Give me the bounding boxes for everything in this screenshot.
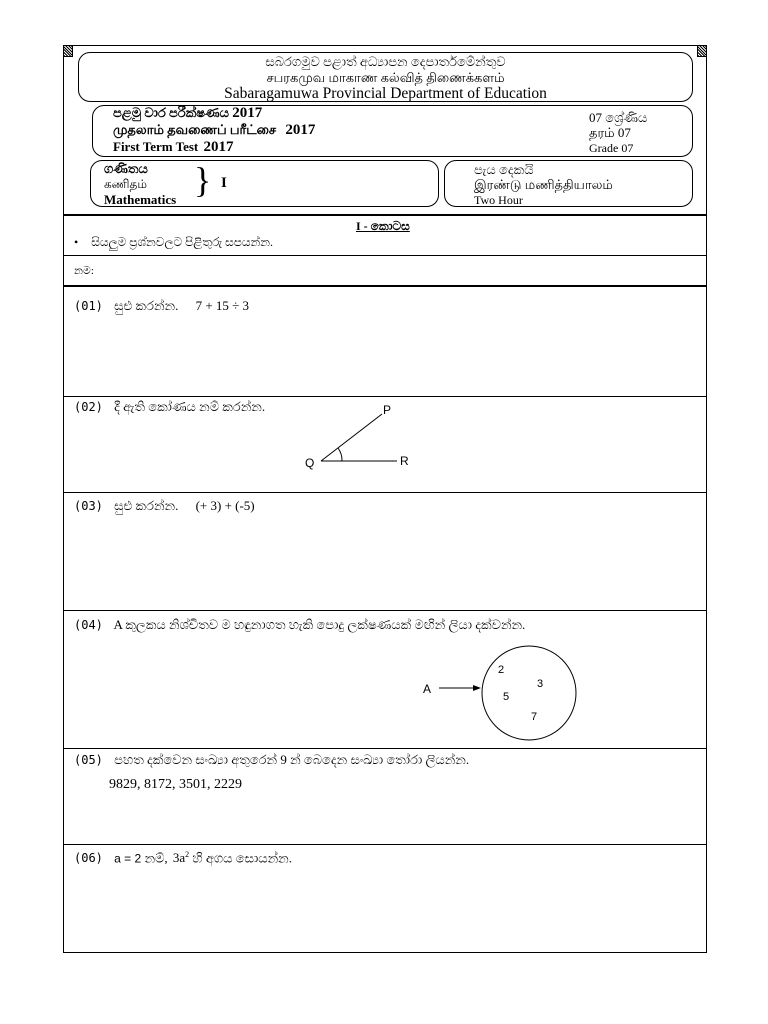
section-title: I - කොටස xyxy=(356,219,410,233)
set-element: 3 xyxy=(537,678,544,690)
duration-tamil: இரண்டு மணித்தியாலம் xyxy=(474,177,613,192)
question-1 xyxy=(74,298,249,314)
duration-box xyxy=(444,160,693,207)
divider xyxy=(64,396,706,397)
divider xyxy=(64,214,706,216)
question-text: සුළු කරන්න. xyxy=(114,498,179,513)
question-2 xyxy=(74,399,265,415)
set-element: 2 xyxy=(498,664,505,676)
exam-info-box xyxy=(92,105,693,157)
subject-english: Mathematics xyxy=(104,192,177,207)
duration-sinhala: පැය දෙකයි xyxy=(474,162,534,177)
point-r-label: R xyxy=(400,454,409,468)
divider xyxy=(64,748,706,749)
subject-brace: } xyxy=(194,160,212,200)
subject-tamil: கணிதம் xyxy=(104,177,147,191)
subject-sinhala: ගණිතය xyxy=(104,161,148,176)
name-label: නම: xyxy=(74,265,94,277)
grade-tamil: தரம் 07 xyxy=(589,125,631,140)
subject-box xyxy=(90,160,439,207)
set-circle xyxy=(482,646,576,740)
question-expression: 3a xyxy=(172,850,186,866)
angle-arc xyxy=(338,448,342,461)
test-year: 2017 xyxy=(232,105,263,121)
question-expression: a = 2 xyxy=(114,851,142,866)
question-text: හි අගය සොයන්න. xyxy=(192,850,292,866)
question-expression: 7 + 15 ÷ 3 xyxy=(195,298,250,313)
question-text: පහත දක්වෙන සංඛ්‍යා අතුරෙන් 9 න් බෙදෙන සංඛ්‍යා තෝරා ලියන්න. xyxy=(114,752,470,767)
department-name-english: Sabaragamuwa Provincial Department of Education xyxy=(224,85,547,102)
test-name-sinhala: පළමු වාර පරීක්ෂණය xyxy=(113,105,229,120)
question-4 xyxy=(74,617,525,633)
divider xyxy=(64,610,706,611)
set-figure xyxy=(419,638,579,748)
set-element: 5 xyxy=(503,691,510,703)
corner-mark xyxy=(697,45,707,57)
divider xyxy=(64,285,706,287)
ray-qp xyxy=(321,414,382,461)
question-number: (03) xyxy=(74,499,103,513)
question-text: දී ඇති කෝණය නම් කරන්න. xyxy=(114,399,266,414)
paper-number: I xyxy=(221,175,227,191)
divider xyxy=(64,844,706,845)
question-text: සුළු කරන්න. xyxy=(114,298,179,313)
question-number: (04) xyxy=(74,618,103,632)
duration-english: Two Hour xyxy=(474,193,523,207)
question-6 xyxy=(74,850,292,866)
question-3 xyxy=(74,498,255,514)
divider xyxy=(64,492,706,493)
test-year: 2017 xyxy=(285,122,316,138)
corner-mark xyxy=(63,45,73,57)
point-q-label: Q xyxy=(305,456,315,470)
question-expression: (+ 3) + (-5) xyxy=(195,498,255,513)
question-number: (01) xyxy=(74,299,103,313)
question-number: (02) xyxy=(74,400,103,414)
arrow-head xyxy=(473,685,481,691)
divider xyxy=(64,255,706,256)
test-name-english: First Term Test xyxy=(113,139,199,154)
grade-sinhala: 07 ශ්‍රේණිය xyxy=(589,110,648,125)
instruction-text: සියලුම ප්‍රශ්නවලට පිළිතුරු සපයන්න. xyxy=(91,235,274,249)
test-name-tamil: முதலாம் தவணைப் பரீட்சை xyxy=(113,122,277,137)
exam-paper xyxy=(63,45,707,953)
set-element: 7 xyxy=(531,711,538,723)
department-name-tamil: சபரகமுவ மாகாண கல்வித் திணைக்களம் xyxy=(266,70,505,85)
department-name-sinhala: සබරගමුව පළාත් අධ්‍යාපන දෙපාර්තමේන්තුව xyxy=(265,54,506,69)
angle-figure xyxy=(299,401,429,473)
set-label: A xyxy=(423,682,432,696)
test-year: 2017 xyxy=(203,139,234,155)
grade-english: Grade 07 xyxy=(589,141,634,155)
number-list: 9829, 8172, 3501, 2229 xyxy=(109,777,242,792)
question-number: (06) xyxy=(74,851,103,866)
exponent: 2 xyxy=(185,850,190,859)
instruction-bullet: • xyxy=(74,235,79,249)
question-text: A කුලකය නිශ්චිතව ම හඳුනාගත හැකි පොදු ලක්ෂණයක් මඟින් ලියා දක්වන්න. xyxy=(113,617,526,632)
question-5 xyxy=(74,752,469,768)
department-header xyxy=(78,52,693,102)
question-text: නම්, xyxy=(144,850,168,866)
point-p-label: P xyxy=(383,403,392,417)
question-number: (05) xyxy=(74,753,103,767)
